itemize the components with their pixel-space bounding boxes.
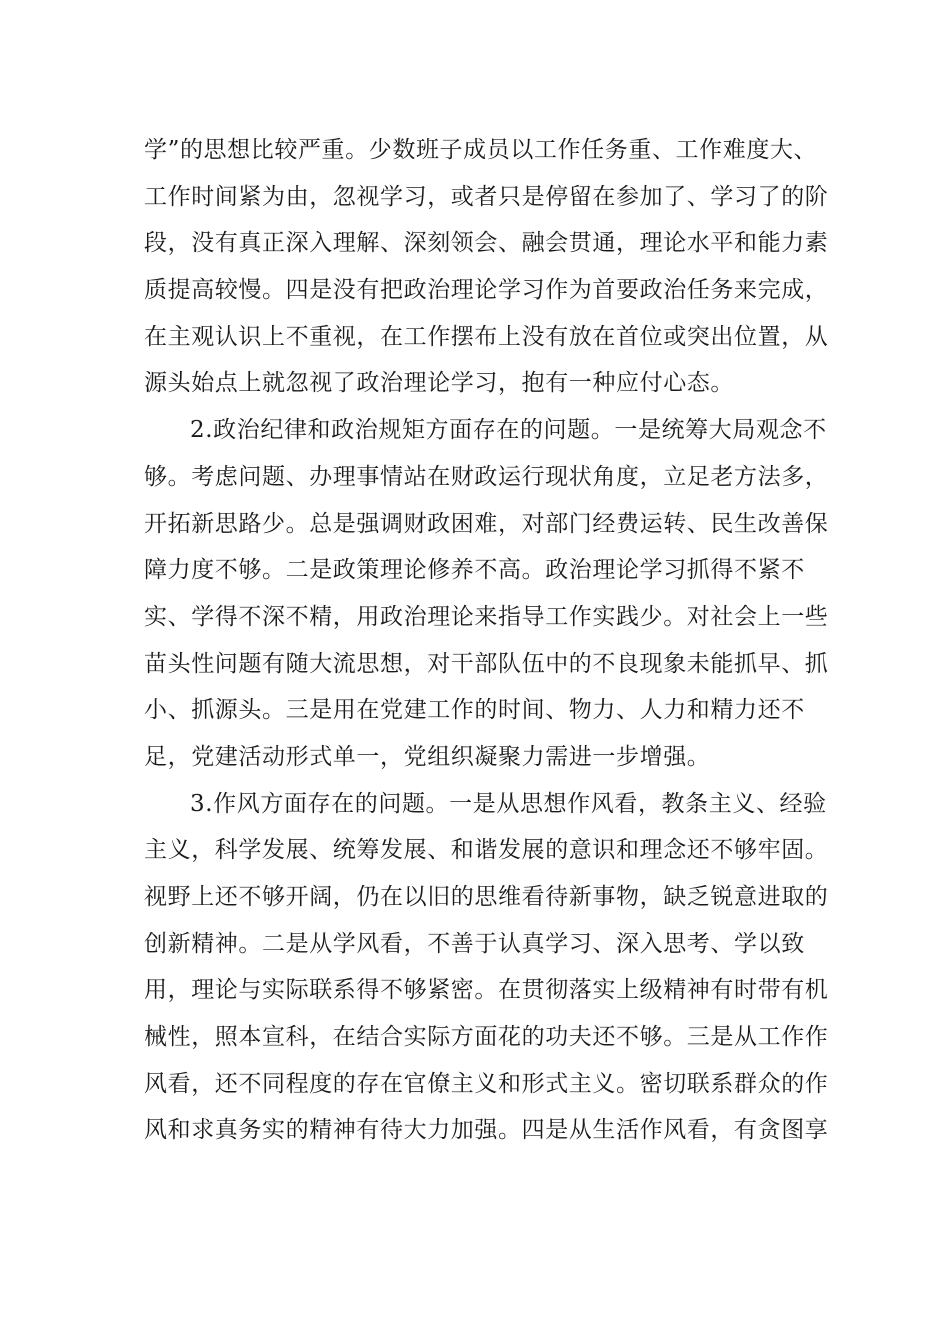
text-line: 够。考虑问题、办理事情站在财政运行现状角度，立足老方法多， [144,463,829,490]
text-line: 段，没有真正深入理解、深刻领会、融会贯通，理论水平和能力素 [144,230,829,257]
text-line: 苗头性问题有随大流思想，对干部队伍中的不良现象未能抓早、抓 [144,650,829,677]
text-line: 3.作风方面存在的问题。一是从思想作风看，教条主义、经验 [190,790,827,817]
text-line: 障力度不够。二是政策理论修养不高。政治理论学习抓得不紧不 [144,557,805,584]
text-line: 足，党建活动形式单一，党组织凝聚力需进一步增强。 [144,743,711,770]
text-line: 视野上还不够开阔，仍在以旧的思维看待新事物，缺乏锐意进取的 [144,884,829,910]
paragraph-2 [144,410,829,778]
text-line: 在主观认识上不重视，在工作摆布上没有放在首位或突出位置，从 [144,323,829,350]
text-line: 质提高较慢。四是没有把政治理论学习作为首要政治任务来完成， [144,277,829,304]
text-line: 学”的思想比较严重。少数班子成员以工作任务重、工作难度大、 [144,137,818,163]
text-line: 风和求真务实的精神有待大力加强。四是从生活作风看，有贪图享 [144,1117,829,1144]
text-line: 源头始点上就忽视了政治理论学习，抱有一种应付心态。 [144,370,734,397]
text-line: 实、学得不深不精，用政治理论来指导工作实践少。对社会上一些 [144,603,829,630]
paragraph-1 [144,130,829,404]
text-line: 械性，照本宣科，在结合实际方面花的功夫还不够。三是从工作作 [144,1024,829,1051]
text-line: 风看，还不同程度的存在官僚主义和形式主义。密切联系群众的作 [144,1070,829,1097]
text-line: 小、抓源头。三是用在党建工作的时间、物力、人力和精力还不 [144,697,805,724]
text-line: 工作时间紧为由，忽视学习，或者只是停留在参加了、学习了的阶 [144,183,829,210]
paragraph-3 [144,784,829,1152]
text-line: 主义，科学发展、统筹发展、和谐发展的意识和理念还不够牢固。 [144,837,829,864]
text-line: 用，理论与实际联系得不够紧密。在贯彻落实上级精神有时带有机 [144,977,829,1004]
document-body [144,130,829,1157]
text-line: 创新精神。二是从学风看，不善于认真学习、深入思考、学以致 [144,930,805,957]
text-line: 开拓新思路少。总是强调财政困难，对部门经费运转、民生改善保 [144,510,829,537]
text-line: 2.政治纪律和政治规矩方面存在的问题。一是统筹大局观念不 [190,417,827,444]
